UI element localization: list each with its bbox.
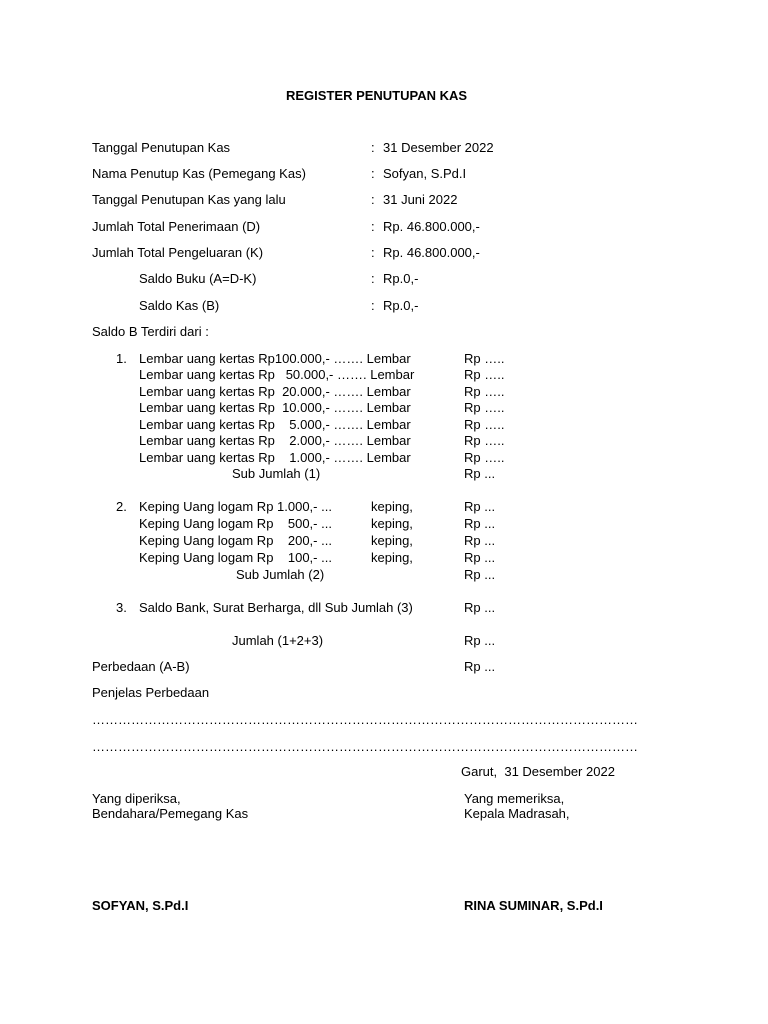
list-item: Lembar uang kertas Rp 10.000,- ……. Lembar [139, 400, 411, 415]
field-value: Rp.0,- [383, 271, 419, 286]
section-number: 3. [116, 600, 127, 615]
field-label: Saldo Buku (A=D-K) [139, 271, 257, 286]
field-colon: : [371, 271, 375, 286]
list-item: Lembar uang kertas Rp 20.000,- ……. Lembar [139, 384, 411, 399]
subtotal-label: Sub Jumlah (1) [232, 466, 321, 481]
list-item-amount: Rp ….. [464, 433, 505, 448]
signature-role: Yang memeriksa, [464, 791, 565, 806]
list-item-amount: Rp ….. [464, 450, 505, 465]
place-date: Garut, 31 Desember 2022 [461, 764, 615, 779]
list-item: Saldo Bank, Surat Berharga, dll Sub Jumlah (3) [139, 600, 413, 615]
list-item-amount: Rp ... [464, 516, 496, 531]
section-number: 2. [116, 499, 127, 514]
difference-label: Perbedaan (A-B) [92, 659, 190, 674]
field-label: Saldo Kas (B) [139, 298, 220, 313]
subtotal-amount: Rp ... [464, 466, 496, 481]
field-label: Jumlah Total Penerimaan (D) [92, 219, 261, 234]
field-value: Rp. 46.800.000,- [383, 245, 480, 260]
page-title: REGISTER PENUTUPAN KAS [286, 88, 468, 103]
list-item: Lembar uang kertas Rp 2.000,- ……. Lembar [139, 433, 411, 448]
field-value: 31 Juni 2022 [383, 192, 458, 207]
list-item-amount: Rp ... [464, 600, 496, 615]
list-item: Lembar uang kertas Rp 1.000,- ……. Lembar [139, 450, 411, 465]
signature-role: Yang diperiksa, [92, 791, 181, 806]
field-colon: : [371, 245, 375, 260]
field-value: 31 Desember 2022 [383, 140, 494, 155]
list-item-amount: Rp ….. [464, 400, 505, 415]
saldo-b-heading: Saldo B Terdiri dari : [92, 324, 209, 339]
field-label: Jumlah Total Pengeluaran (K) [92, 245, 264, 260]
list-item: Lembar uang kertas Rp100.000,- ……. Lembar [139, 351, 411, 366]
list-item-amount: Rp ….. [464, 417, 505, 432]
field-colon: : [371, 192, 375, 207]
list-item: Keping Uang logam Rp 200,- ... [139, 533, 332, 548]
field-value: Rp.0,- [383, 298, 419, 313]
list-item-amount: Rp ….. [464, 351, 505, 366]
total-amount: Rp ... [464, 633, 496, 648]
list-item: Keping Uang logam Rp 1.000,- ... [139, 499, 332, 514]
field-colon: : [371, 298, 375, 313]
field-value: Sofyan, S.Pd.I [383, 166, 467, 181]
dotted-line: ……………………………………………………………………………………………………………… [92, 739, 638, 754]
signature-title: Kepala Madrasah, [464, 806, 570, 821]
signature-name: SOFYAN, S.Pd.I [92, 898, 189, 913]
list-item-amount: Rp ... [464, 550, 496, 565]
field-label: Tanggal Penutupan Kas [92, 140, 231, 155]
list-item-unit: keping, [371, 533, 413, 548]
list-item-unit: keping, [371, 550, 413, 565]
subtotal-label: Sub Jumlah (2) [236, 567, 325, 582]
field-label: Tanggal Penutupan Kas yang lalu [92, 192, 286, 207]
total-label: Jumlah (1+2+3) [232, 633, 324, 648]
signature-name: RINA SUMINAR, S.Pd.I [464, 898, 603, 913]
subtotal-amount: Rp ... [464, 567, 496, 582]
list-item: Lembar uang kertas Rp 5.000,- ……. Lembar [139, 417, 411, 432]
list-item-amount: Rp ... [464, 499, 496, 514]
list-item-amount: Rp ... [464, 533, 496, 548]
field-colon: : [371, 166, 375, 181]
difference-amount: Rp ... [464, 659, 496, 674]
explanation-label: Penjelas Perbedaan [92, 685, 210, 700]
dotted-line: ……………………………………………………………………………………………………………… [92, 712, 638, 727]
list-item: Keping Uang logam Rp 100,- ... [139, 550, 332, 565]
section-number: 1. [116, 351, 127, 366]
field-colon: : [371, 219, 375, 234]
list-item: Lembar uang kertas Rp 50.000,- ……. Lembar [139, 367, 415, 382]
field-label: Nama Penutup Kas (Pemegang Kas) [92, 166, 306, 181]
list-item: Keping Uang logam Rp 500,- ... [139, 516, 332, 531]
list-item-amount: Rp ….. [464, 367, 505, 382]
signature-title: Bendahara/Pemegang Kas [92, 806, 249, 821]
list-item-unit: keping, [371, 499, 413, 514]
field-value: Rp. 46.800.000,- [383, 219, 480, 234]
field-colon: : [371, 140, 375, 155]
list-item-unit: keping, [371, 516, 413, 531]
list-item-amount: Rp ….. [464, 384, 505, 399]
